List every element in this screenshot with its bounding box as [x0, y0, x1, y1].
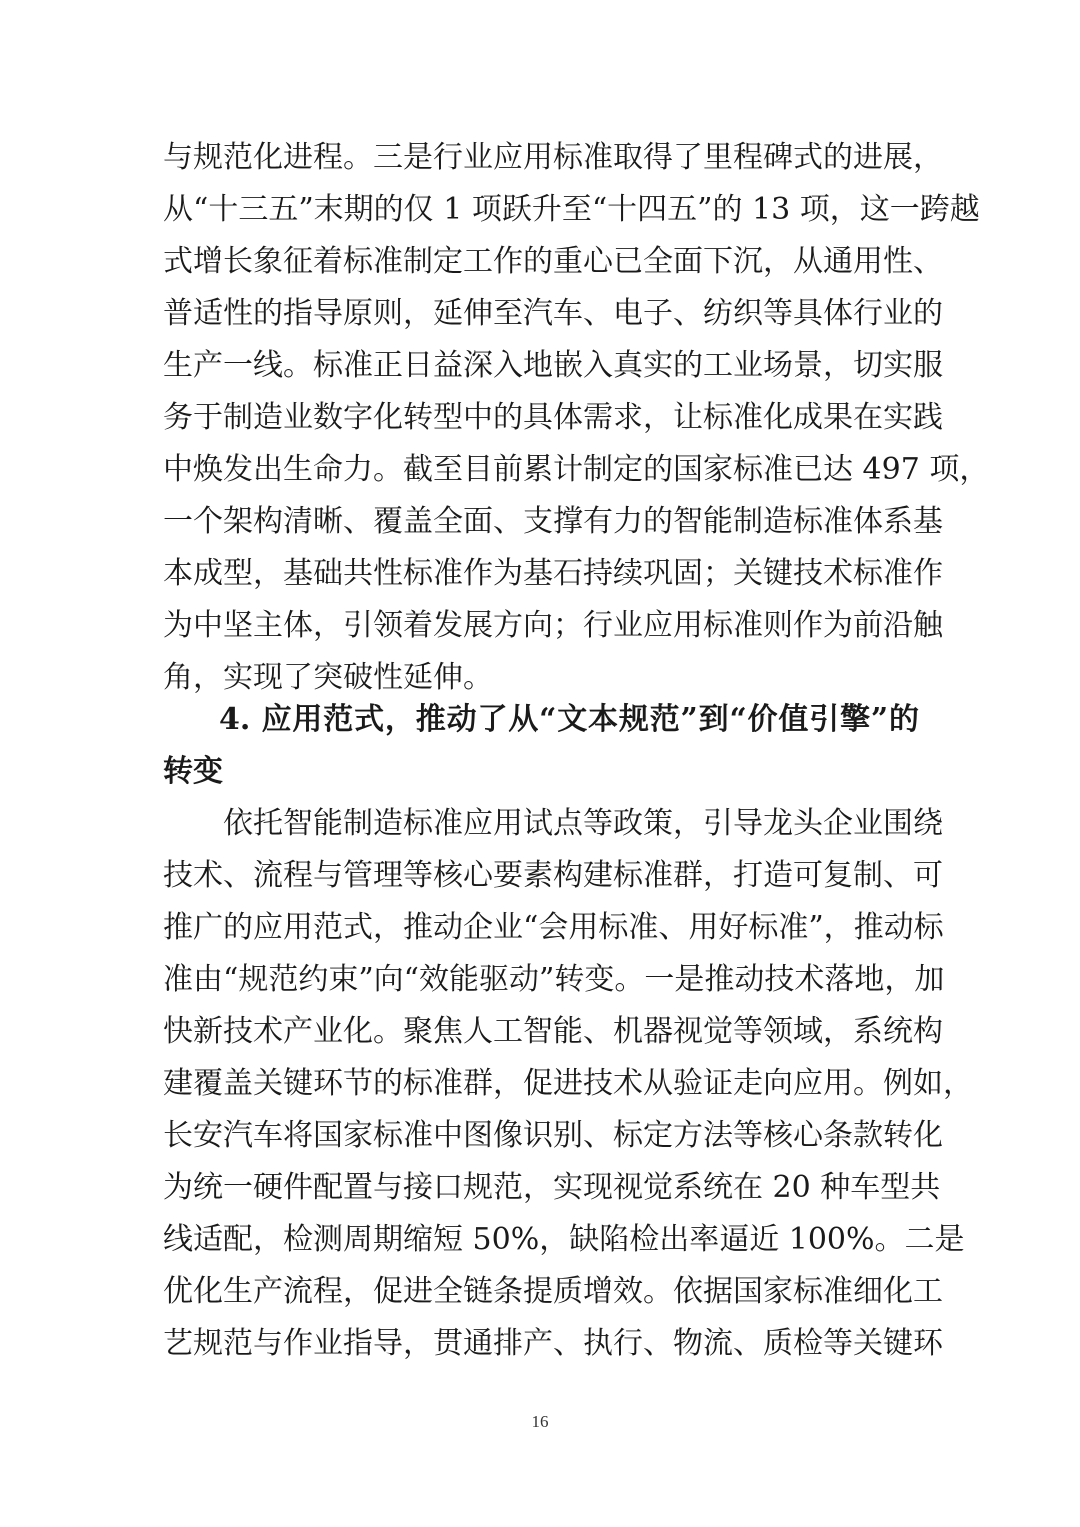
heading-line: 转变	[163, 754, 223, 789]
text-line: 务于制造业数字化转型中的具体需求，让标准化成果在实践	[163, 400, 943, 435]
heading-line: 4. 应用范式，推动了从“文本规范”到“价值引擎”的	[219, 702, 919, 737]
text-line: 从“十三五”末期的仅 1 项跃升至“十四五”的 13 项，这一跨越	[163, 192, 980, 227]
text-line: 艺规范与作业指导，贯通排产、执行、物流、质检等关键环	[163, 1326, 943, 1361]
page-number: 16	[531, 1412, 549, 1431]
text-line: 长安汽车将国家标准中图像识别、标定方法等核心条款转化	[163, 1118, 943, 1153]
text-line: 生产一线。标准正日益深入地嵌入真实的工业场景，切实服	[163, 348, 943, 383]
text-line: 式增长象征着标准制定工作的重心已全面下沉，从通用性、	[163, 244, 943, 279]
text-line: 依托智能制造标准应用试点等政策，引导龙头企业围绕	[223, 806, 943, 841]
section-heading	[163, 694, 919, 798]
text-line: 优化生产流程，促进全链条提质增效。依据国家标准细化工	[163, 1274, 943, 1309]
text-line: 中焕发出生命力。截至目前累计制定的国家标准已达 497 项，	[163, 452, 990, 487]
paragraph-continued	[163, 132, 990, 704]
text-line: 技术、流程与管理等核心要素构建标准群，打造可复制、可	[163, 858, 943, 893]
paragraph-main	[163, 798, 973, 1370]
text-line: 一个架构清晰、覆盖全面、支撑有力的智能制造标准体系基	[163, 504, 943, 539]
text-line: 线适配，检测周期缩短 50%，缺陷检出率逼近 100%。二是	[163, 1222, 965, 1257]
text-line: 角，实现了突破性延伸。	[163, 660, 493, 695]
text-line: 快新技术产业化。聚焦人工智能、机器视觉等领域，系统构	[163, 1014, 943, 1049]
text-line: 普适性的指导原则，延伸至汽车、电子、纺织等具体行业的	[163, 296, 943, 331]
text-line: 与规范化进程。三是行业应用标准取得了里程碑式的进展，	[163, 140, 943, 175]
text-line: 为中坚主体，引领着发展方向；行业应用标准则作为前沿触	[163, 608, 943, 643]
text-line: 建覆盖关键环节的标准群，促进技术从验证走向应用。例如，	[163, 1066, 973, 1101]
text-line: 准由“规范约束”向“效能驱动”转变。一是推动技术落地，加	[163, 962, 945, 997]
text-line: 推广的应用范式，推动企业“会用标准、用好标准”，推动标	[163, 910, 944, 945]
text-line: 本成型，基础共性标准作为基石持续巩固；关键技术标准作	[163, 556, 943, 591]
text-line: 为统一硬件配置与接口规范，实现视觉系统在 20 种车型共	[163, 1170, 941, 1205]
